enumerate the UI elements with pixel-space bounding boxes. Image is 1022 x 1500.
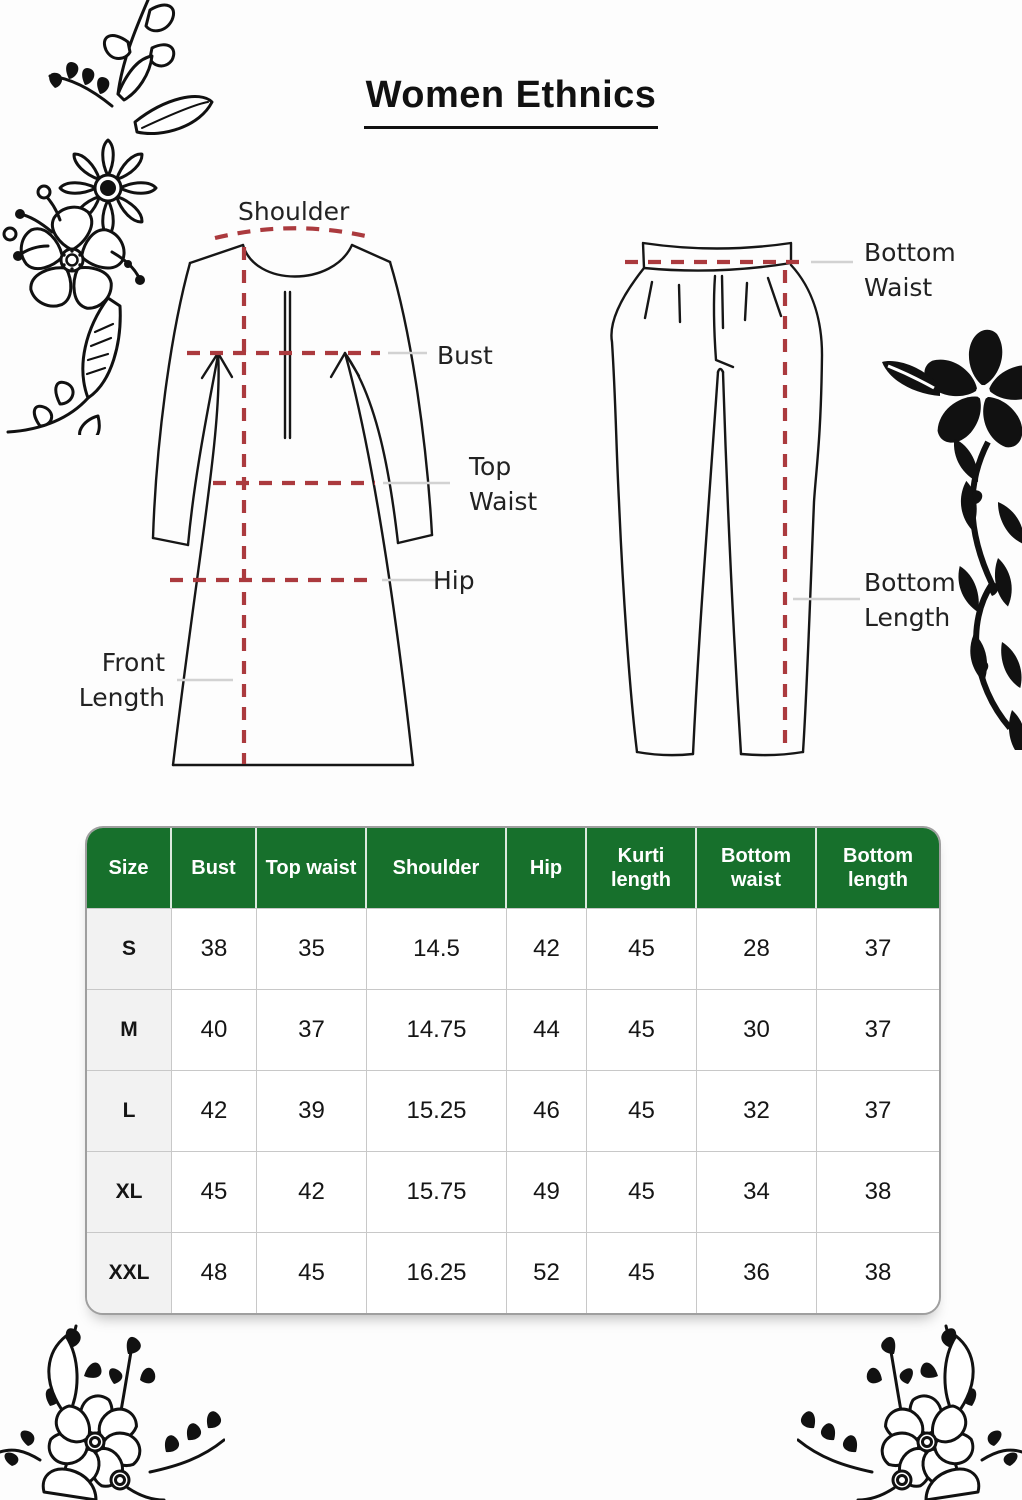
value-cell: 37 xyxy=(817,908,939,989)
value-cell: 49 xyxy=(507,1151,587,1232)
value-cell: 38 xyxy=(817,1151,939,1232)
value-cell: 16.25 xyxy=(367,1232,507,1313)
table-row xyxy=(87,1151,939,1232)
top-waist-label: Top Waist xyxy=(469,452,538,516)
value-cell: 52 xyxy=(507,1232,587,1313)
value-cell: 45 xyxy=(172,1151,257,1232)
table-header-row xyxy=(87,828,939,908)
value-cell: 30 xyxy=(697,989,817,1070)
table-row xyxy=(87,989,939,1070)
value-cell: 36 xyxy=(697,1232,817,1313)
value-cell: 15.25 xyxy=(367,1070,507,1151)
value-cell: 45 xyxy=(257,1232,367,1313)
size-chart-table xyxy=(85,826,941,1315)
value-cell: 38 xyxy=(817,1232,939,1313)
size-cell: XL xyxy=(87,1151,172,1232)
value-cell: 40 xyxy=(172,989,257,1070)
header-cell: Size xyxy=(87,828,172,908)
bottom-length-label: Bottom Length xyxy=(864,568,956,632)
size-cell: XXL xyxy=(87,1232,172,1313)
value-cell: 42 xyxy=(172,1070,257,1151)
table-row xyxy=(87,908,939,989)
value-cell: 48 xyxy=(172,1232,257,1313)
value-cell: 34 xyxy=(697,1151,817,1232)
pants-diagram xyxy=(595,230,865,765)
table-row xyxy=(87,1070,939,1151)
header-cell: Hip xyxy=(507,828,587,908)
value-cell: 42 xyxy=(507,908,587,989)
size-cell: S xyxy=(87,908,172,989)
value-cell: 37 xyxy=(817,1070,939,1151)
pants-measure-lines xyxy=(625,262,807,746)
value-cell: 37 xyxy=(257,989,367,1070)
value-cell: 28 xyxy=(697,908,817,989)
value-cell: 45 xyxy=(587,989,697,1070)
value-cell: 45 xyxy=(587,1232,697,1313)
bust-label: Bust xyxy=(437,341,493,370)
shoulder-label: Shoulder xyxy=(238,197,350,226)
hip-label: Hip xyxy=(433,566,475,595)
value-cell: 45 xyxy=(587,1070,697,1151)
header-cell: Bottom waist xyxy=(697,828,817,908)
bottom-waist-label: Bottom Waist xyxy=(864,238,956,302)
pants-leader-lines xyxy=(793,262,860,599)
page-title: Women Ethnics xyxy=(364,74,659,129)
value-cell: 39 xyxy=(257,1070,367,1151)
value-cell: 45 xyxy=(587,1151,697,1232)
value-cell: 38 xyxy=(172,908,257,989)
value-cell: 14.5 xyxy=(367,908,507,989)
floral-bottom-left-decoration xyxy=(0,1318,225,1500)
header-cell: Top waist xyxy=(257,828,367,908)
size-cell: L xyxy=(87,1070,172,1151)
value-cell: 45 xyxy=(587,908,697,989)
kurti-diagram xyxy=(140,215,450,775)
header-cell: Shoulder xyxy=(367,828,507,908)
table-row xyxy=(87,1232,939,1313)
value-cell: 42 xyxy=(257,1151,367,1232)
value-cell: 14.75 xyxy=(367,989,507,1070)
header-cell: Bust xyxy=(172,828,257,908)
floral-bottom-right-decoration xyxy=(797,1318,1022,1500)
value-cell: 15.75 xyxy=(367,1151,507,1232)
value-cell: 44 xyxy=(507,989,587,1070)
kurti-measure-lines xyxy=(170,228,380,764)
value-cell: 35 xyxy=(257,908,367,989)
size-cell: M xyxy=(87,989,172,1070)
header-cell: Bottom length xyxy=(817,828,939,908)
value-cell: 37 xyxy=(817,989,939,1070)
floral-right-decoration xyxy=(880,290,1022,750)
value-cell: 46 xyxy=(507,1070,587,1151)
value-cell: 32 xyxy=(697,1070,817,1151)
front-length-label: Front Length xyxy=(78,648,165,712)
header-cell: Kurti length xyxy=(587,828,697,908)
